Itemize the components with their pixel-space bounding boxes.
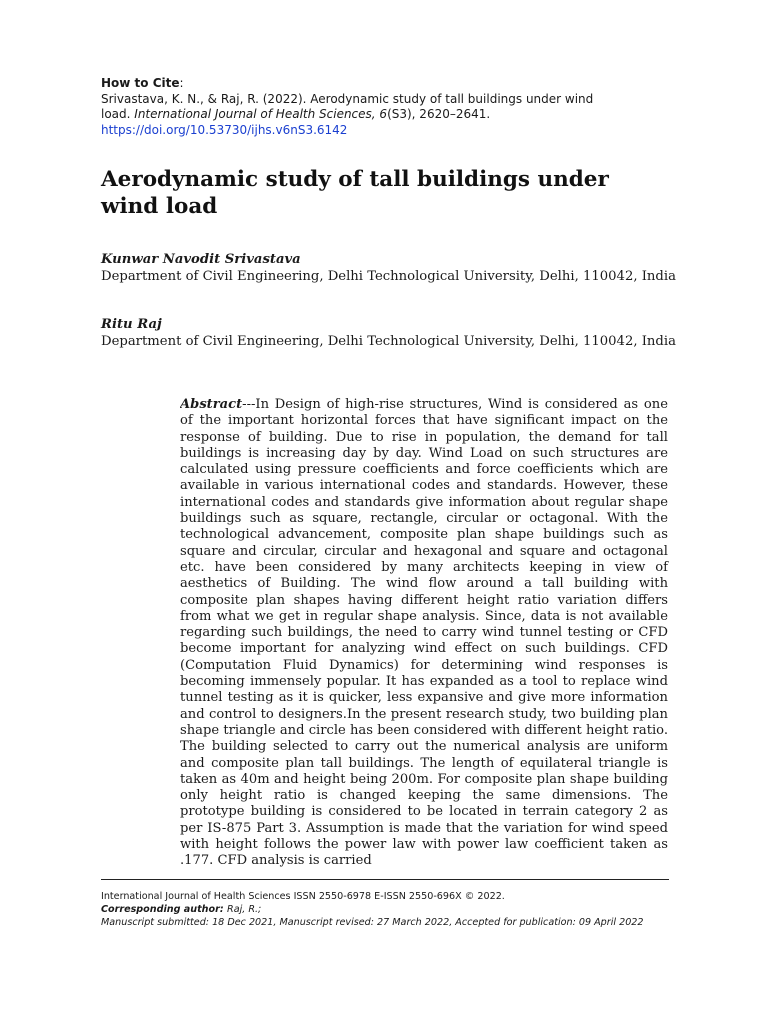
- author-affiliation: Department of Civil Engineering, Delhi Technological University, Delhi, 110042, India: [101, 334, 676, 349]
- how-to-cite-label: How to Cite: [101, 76, 180, 90]
- citation-line-1: Srivastava, K. N., & Raj, R. (2022). Aerodynamic study of tall buildings under wind: [101, 91, 594, 106]
- corresponding-author-label: Corresponding author: [101, 904, 220, 915]
- corresponding-author-line: Corresponding author: Raj, R.;: [101, 904, 262, 915]
- abstract-region: [180, 397, 672, 867]
- how-to-cite-block: How to Cite: Srivastava, K. N., & Raj, R. (2022). Aerodynamic study of tall buildings under wind load. International Journal of Health Sciences, 6(S3), 2620–2641. https://doi.org/10.53730/ijhs.v6nS3.6142: [101, 76, 661, 138]
- author-name: Ritu Raj: [101, 317, 162, 332]
- citation-journal: International Journal of Health Sciences, 6: [134, 107, 388, 121]
- author-affiliation: Department of Civil Engineering, Delhi Technological University, Delhi, 110042, India: [101, 269, 676, 284]
- author-block-1: [101, 251, 681, 285]
- manuscript-dates-line: Manuscript submitted: 18 Dec 2021, Manuscript revised: 27 March 2022, Accepted for publication: 09 April 2022: [101, 917, 644, 928]
- abstract-lead: Abstract: [180, 397, 243, 412]
- page-footer: [101, 890, 701, 929]
- author-name: Kunwar Navodit Srivastava: [101, 252, 301, 267]
- abstract-text: ---In Design of high-rise structures, Wind is considered as one of the important horizontal forces that have significant impact on the response of building. Due to rise in population, the demand for tall buildings is increasing day by day. Wind Load on such structures are calculated using pressure coefficients and force coefficients which are available in various international codes and standards. However, these international codes and standards give information about regular shape buildings such as square, rectangle, circular or octagonal. With the technological advancement, composite plan shape buildings such as square and circular, circular and hexagonal and square and octagonal etc. have been considered by many architects keeping in view of aesthetics of Building. The wind flow around a tall building with composite plan shapes having different height ratio variation differs from what we get in regular shape analysis. Since, data is not available regarding such buildings, the need to carry wind tunnel testing or CFD become important for analyzing wind effect on such buildings. CFD (Computation Fluid Dynamics) for determining wind responses is becoming immensely popular. It has expanded as a tool to replace wind tunnel testing as it is quicker, less expansive and give more information and control to designers.In the present research study, two building plan shape triangle and circle has been considered with different height ratio. The building selected to carry out the numerical analysis are uniform and composite plan tall buildings. The length of equilateral triangle is taken as 40m and height being 200m. For composite plan shape building only height ratio is changed keeping the same dimensions. The prototype building is considered to be located in terrain category 2 as per IS-875 Part 3. Assumption is made that the variation for wind speed with height follows the power law with power law coefficient taken as .177. CFD analysis is carried: [180, 397, 668, 867]
- corresponding-author-value: Raj, R.;: [227, 904, 262, 915]
- author-block-2: [101, 316, 681, 350]
- paper-title: Aerodynamic study of tall buildings under wind load: [101, 167, 609, 219]
- citation-line-2-prefix: load.: [101, 107, 135, 121]
- abstract-paragraph: [180, 397, 668, 867]
- journal-issn-line: International Journal of Health Sciences ISSN 2550-6978 E-ISSN 2550-696X © 2022.: [101, 891, 505, 902]
- citation-issue-pages: (S3), 2620–2641.: [387, 107, 491, 121]
- citation-doi-link[interactable]: https://doi.org/10.53730/ijhs.v6nS3.6142: [101, 122, 348, 137]
- footnote-divider: [101, 879, 669, 880]
